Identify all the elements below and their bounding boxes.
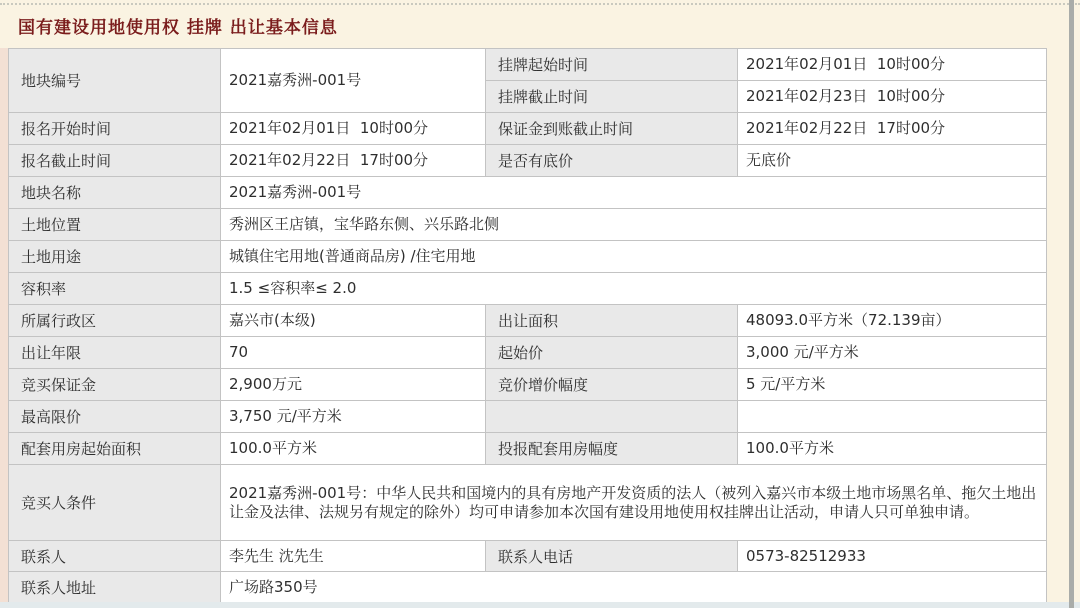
table-row: [9, 541, 1047, 572]
has-reserve-price-label: 是否有底价: [486, 145, 738, 177]
page-edge-stripe: [1069, 0, 1074, 608]
land-use-label: 土地用途: [9, 241, 221, 273]
table-row: [9, 113, 1047, 145]
land-use-value: 城镇住宅用地(普通商品房) /住宅用地: [221, 241, 1047, 273]
support-house-increment-value: 100.0平方米: [738, 433, 1047, 465]
has-reserve-price-value: 无底价: [738, 145, 1047, 177]
table-row: [9, 465, 1047, 541]
plot-name-label: 地块名称: [9, 177, 221, 209]
empty-label-cell: [486, 401, 738, 433]
bidder-conditions-label: 竞买人条件: [9, 465, 221, 541]
register-start-time-value: 2021年02月01日 10时00分: [221, 113, 486, 145]
plot-ratio-label: 容积率: [9, 273, 221, 305]
land-location-label: 土地位置: [9, 209, 221, 241]
listing-start-time-value: 2021年02月01日 10时00分: [738, 49, 1047, 81]
contact-value: 李先生 沈先生: [221, 541, 486, 572]
table-row: [9, 433, 1047, 465]
land-listing-info-table: [8, 48, 1047, 603]
top-dotted-divider: [0, 3, 1080, 5]
listing-end-time-value: 2021年02月23日 10时00分: [738, 81, 1047, 113]
max-price-label: 最高限价: [9, 401, 221, 433]
table-row: [9, 177, 1047, 209]
contact-phone-value: 0573-82512933: [738, 541, 1047, 572]
contact-label: 联系人: [9, 541, 221, 572]
register-end-time-value: 2021年02月22日 17时00分: [221, 145, 486, 177]
deposit-deadline-label: 保证金到账截止时间: [486, 113, 738, 145]
table-row: [9, 305, 1047, 337]
bid-deposit-label: 竞买保证金: [9, 369, 221, 401]
support-house-area-label: 配套用房起始面积: [9, 433, 221, 465]
contact-address-label: 联系人地址: [9, 572, 221, 603]
plot-name-value: 2021嘉秀洲-001号: [221, 177, 1047, 209]
table-row: [9, 572, 1047, 603]
table-row: [9, 241, 1047, 273]
table-row: [9, 369, 1047, 401]
register-end-time-label: 报名截止时间: [9, 145, 221, 177]
bid-increment-value: 5 元/平方米: [738, 369, 1047, 401]
support-house-increment-label: 投报配套用房幅度: [486, 433, 738, 465]
support-house-area-value: 100.0平方米: [221, 433, 486, 465]
contact-address-value: 广场路350号: [221, 572, 1047, 603]
max-price-value: 3,750 元/平方米: [221, 401, 486, 433]
bid-deposit-value: 2,900万元: [221, 369, 486, 401]
start-price-label: 起始价: [486, 337, 738, 369]
left-edge-band: [0, 48, 8, 602]
district-value: 嘉兴市(本级): [221, 305, 486, 337]
transfer-years-value: 70: [221, 337, 486, 369]
land-location-value: 秀洲区王店镇，宝华路东侧、兴乐路北侧: [221, 209, 1047, 241]
contact-phone-label: 联系人电话: [486, 541, 738, 572]
plot-number-label: 地块编号: [9, 49, 221, 113]
page-title: 国有建设用地使用权 挂牌 出让基本信息: [18, 18, 338, 38]
plot-ratio-value: 1.5 ≤容积率≤ 2.0: [221, 273, 1047, 305]
table-row: [9, 273, 1047, 305]
start-price-value: 3,000 元/平方米: [738, 337, 1047, 369]
bottom-edge-strip: [0, 602, 1080, 608]
bidder-conditions-value: 2021嘉秀洲-001号：中华人民共和国境内的具有房地产开发资质的法人（被列入嘉兴市本级土地市场黑名单、拖欠土地出让金及法律、法规另有规定的除外）均可申请参加本次国有建设用地使用权挂牌出让活动，申请人只可单独申请。: [221, 465, 1047, 541]
transfer-area-label: 出让面积: [486, 305, 738, 337]
transfer-years-label: 出让年限: [9, 337, 221, 369]
table-row: [9, 145, 1047, 177]
table-row: [9, 401, 1047, 433]
bid-increment-label: 竞价增价幅度: [486, 369, 738, 401]
register-start-time-label: 报名开始时间: [9, 113, 221, 145]
table-row: [9, 209, 1047, 241]
table-row: [9, 337, 1047, 369]
listing-start-time-label: 挂牌起始时间: [486, 49, 738, 81]
deposit-deadline-value: 2021年02月22日 17时00分: [738, 113, 1047, 145]
transfer-area-value: 48093.0平方米（72.139亩）: [738, 305, 1047, 337]
listing-end-time-label: 挂牌截止时间: [486, 81, 738, 113]
plot-number-value: 2021嘉秀洲-001号: [221, 49, 486, 113]
district-label: 所属行政区: [9, 305, 221, 337]
table-row: [9, 49, 1047, 81]
empty-value-cell: [738, 401, 1047, 433]
